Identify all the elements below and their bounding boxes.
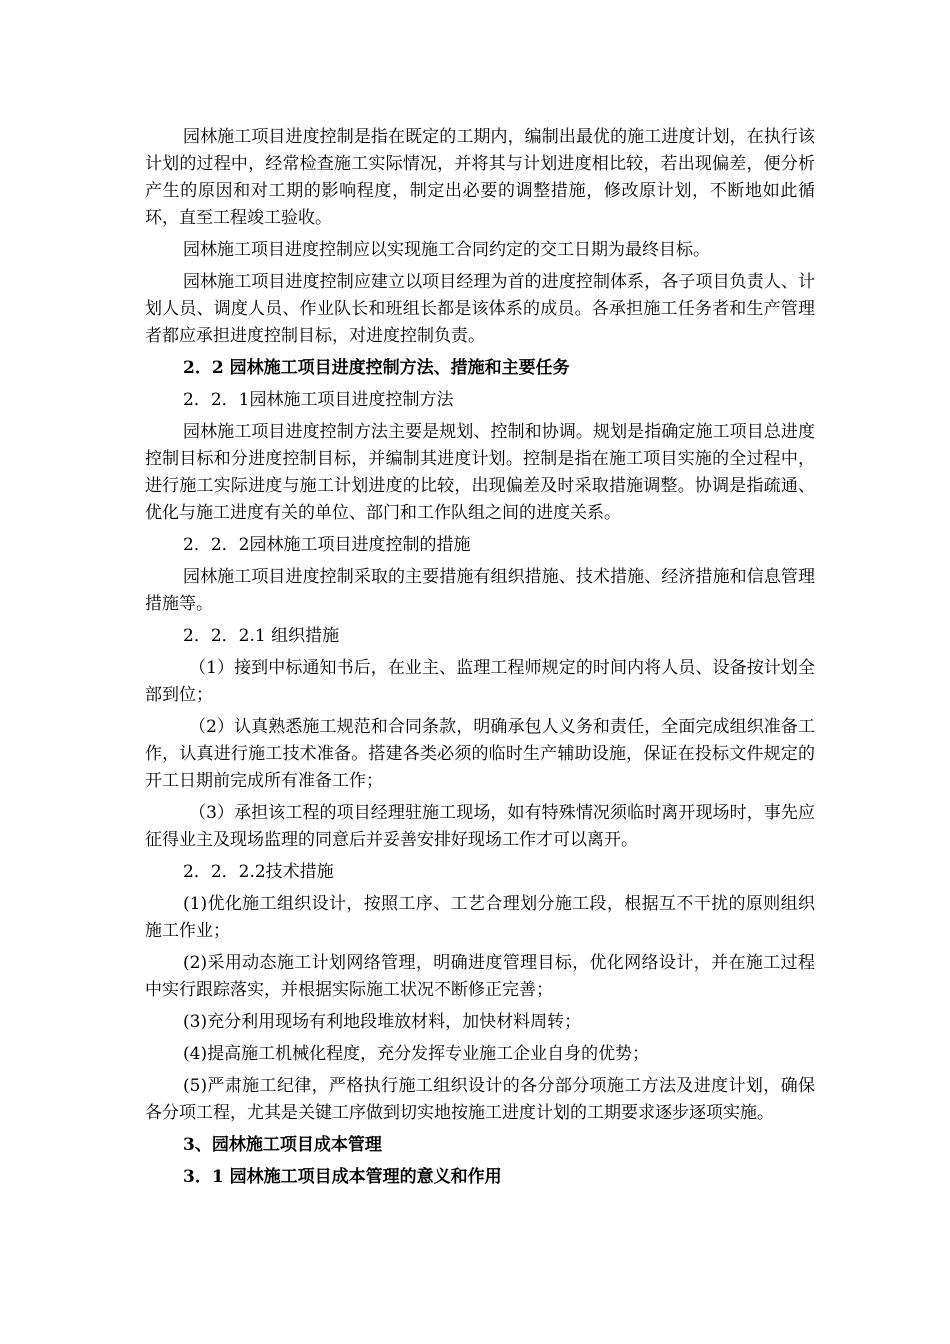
section-heading: 3．1 园林施工项目成本管理的意义和作用 bbox=[183, 1167, 502, 1187]
list-item: （1）接到中标通知书后，在业主、监理工程师规定的时间内将人员、设备按计划全部到位； bbox=[145, 658, 815, 705]
list-item: (1)优化施工组织设计，按照工序、工艺合理划分施工段，根据互不干扰的原则组织施工作业； bbox=[145, 894, 815, 941]
list-item: (4)提高施工机械化程度，充分发挥专业施工企业自身的优势； bbox=[183, 1044, 650, 1064]
document-body bbox=[145, 124, 815, 1196]
subsection-heading: 2．2．1园林施工项目进度控制方法 bbox=[183, 390, 454, 410]
section-heading: 3、园林施工项目成本管理 bbox=[183, 1135, 382, 1155]
subsection-heading: 2．2．2园林施工项目进度控制的措施 bbox=[183, 535, 471, 555]
list-item: (2)采用动态施工计划网络管理，明确进度管理目标，优化网络设计，并在施工过程中实行跟踪落实，并根据实际施工状况不断修正完善； bbox=[145, 953, 815, 1000]
subsection-heading: 2．2．2.1 组织措施 bbox=[183, 626, 340, 646]
section-heading: 2．2 园林施工项目进度控制方法、措施和主要任务 bbox=[183, 358, 570, 378]
paragraph: 园林施工项目进度控制采取的主要措施有组织措施、技术措施、经济措施和信息管理措施等。 bbox=[145, 567, 815, 614]
paragraph: 园林施工项目进度控制是指在既定的工期内，编制出最优的施工进度计划，在执行该计划的过程中，经常检查施工实际情况，并将其与计划进度相比较，若出现偏差，便分析产生的原因和对工期的影响程度，制定出必要的调整措施，修改原计划，不断地如此循环，直至工程竣工验收。 bbox=[145, 127, 815, 228]
list-item: (5)严肃施工纪律，严格执行施工组织设计的各分部分项施工方法及进度计划，确保各分项工程，尤其是关键工序做到切实地按施工进度计划的工期要求逐步逐项实施。 bbox=[145, 1076, 815, 1123]
subsection-heading: 2．2．2.2技术措施 bbox=[183, 862, 334, 882]
list-item: （2）认真熟悉施工规范和合同条款，明确承包人义务和责任，全面完成组织准备工作，认真进行施工技术准备。搭建各类必须的临时生产辅助设施，保证在投标文件规定的开工日期前完成所有准备工作； bbox=[145, 717, 815, 791]
list-item: （3）承担该工程的项目经理驻施工现场，如有特殊情况须临时离开现场时，事先应征得业主及现场监理的同意后并妥善安排好现场工作才可以离开。 bbox=[145, 803, 815, 850]
list-item: (3)充分利用现场有利地段堆放材料，加快材料周转； bbox=[183, 1012, 582, 1032]
paragraph: 园林施工项目进度控制方法主要是规划、控制和协调。规划是指确定施工项目总进度控制目标和分进度控制目标，并编制其进度计划。控制是指在施工项目实施的全过程中，进行施工实际进度与施工计划进度的比较，出现偏差及时采取措施调整。协调是指疏通、优化与施工进度有关的单位、部门和工作队组之间的进度关系。 bbox=[145, 422, 815, 523]
paragraph: 园林施工项目进度控制应以实现施工合同约定的交工日期为最终目标。 bbox=[183, 240, 710, 260]
paragraph: 园林施工项目进度控制应建立以项目经理为首的进度控制体系，各子项目负责人、计划人员、调度人员、作业队长和班组长都是该体系的成员。各承担施工任务者和生产管理者都应承担进度控制目标，对进度控制负责。 bbox=[145, 272, 815, 346]
